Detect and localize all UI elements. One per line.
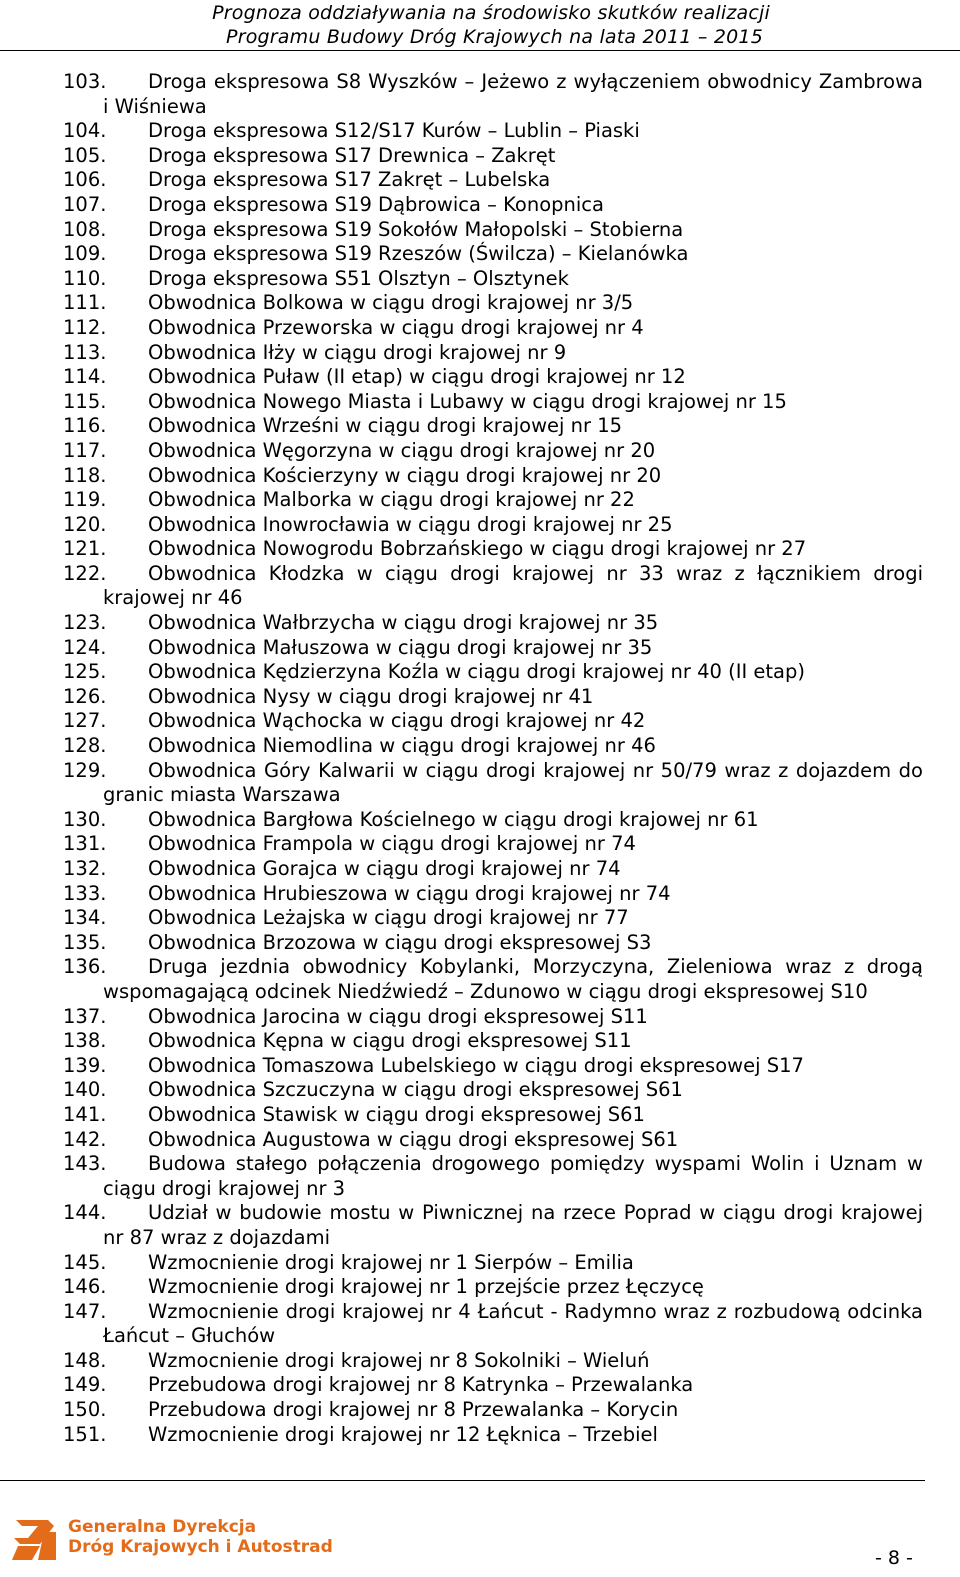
list-item-text: Obwodnica Szczuczyna w ciągu drogi ekspresowej S61 xyxy=(148,1078,683,1102)
list-item-text: Obwodnica Kłodzka w ciągu drogi krajowej nr 33 wraz z łącznikiem drogi krajowej nr 46 xyxy=(103,561,923,610)
list-item-text: Obwodnica Małuszowa w ciągu drogi krajowej nr 35 xyxy=(148,635,653,659)
list-item xyxy=(63,242,923,267)
list-item xyxy=(63,882,923,907)
list-item-text: Droga ekspresowa S19 Sokołów Małopolski – Stobierna xyxy=(148,217,684,241)
list-item-text: Obwodnica Niemodlina w ciągu drogi krajowej nr 46 xyxy=(148,734,656,758)
list-item-text: Obwodnica Wąchocka w ciągu drogi krajowej nr 42 xyxy=(148,709,646,733)
list-item xyxy=(63,1373,923,1398)
list-item xyxy=(63,1054,923,1079)
list-item xyxy=(63,1423,923,1448)
list-item xyxy=(63,537,923,562)
list-item-number: 127. xyxy=(63,709,107,733)
list-item-number: 145. xyxy=(63,1250,107,1274)
list-item xyxy=(63,611,923,636)
list-item-number: 136. xyxy=(63,955,107,979)
list-item-text: Obwodnica Wrześni w ciągu drogi krajowej nr 15 xyxy=(148,414,623,438)
list-item-text: Obwodnica Puław (II etap) w ciągu drogi krajowej nr 12 xyxy=(148,365,686,389)
list-item-number: 129. xyxy=(63,758,107,782)
logo-line-2: Dróg Krajowych i Autostrad xyxy=(68,1537,333,1557)
list-item-text: Obwodnica Przeworska w ciągu drogi krajowej nr 4 xyxy=(148,315,644,339)
list-item xyxy=(63,316,923,341)
list-item xyxy=(63,759,923,808)
list-item-number: 128. xyxy=(63,734,107,758)
list-item-number: 142. xyxy=(63,1127,107,1151)
list-item xyxy=(63,464,923,489)
list-item-text: Obwodnica Hrubieszowa w ciągu drogi krajowej nr 74 xyxy=(148,881,671,905)
list-item-number: 151. xyxy=(63,1422,107,1446)
list-item xyxy=(63,832,923,857)
list-item-text: Obwodnica Góry Kalwarii w ciągu drogi krajowej nr 50/79 wraz z dojazdem do granic miasta Warszawa xyxy=(103,758,923,807)
list-item-number: 126. xyxy=(63,684,107,708)
list-item xyxy=(63,1128,923,1153)
project-list xyxy=(63,70,923,1447)
gddkia-logo xyxy=(10,1512,333,1567)
list-item xyxy=(63,1201,923,1250)
list-item-text: Wzmocnienie drogi krajowej nr 12 Łęknica – Trzebiel xyxy=(148,1422,658,1446)
list-item-number: 143. xyxy=(63,1152,107,1176)
list-item-text: Obwodnica Węgorzyna w ciągu drogi krajowej nr 20 xyxy=(148,438,656,462)
list-item xyxy=(63,709,923,734)
list-item-number: 140. xyxy=(63,1078,107,1102)
list-item-number: 150. xyxy=(63,1398,107,1422)
list-item-number: 144. xyxy=(63,1201,107,1225)
list-item-text: Droga ekspresowa S12/S17 Kurów – Lublin – Piaski xyxy=(148,119,640,143)
list-item xyxy=(63,1078,923,1103)
list-item-number: 105. xyxy=(63,143,107,167)
list-item-number: 141. xyxy=(63,1102,107,1126)
list-item xyxy=(63,291,923,316)
list-item xyxy=(63,636,923,661)
list-item-number: 106. xyxy=(63,168,107,192)
list-item xyxy=(63,218,923,243)
list-item-text: Droga ekspresowa S51 Olsztyn – Olsztynek xyxy=(148,266,569,290)
gddkia-logo-icon xyxy=(10,1516,60,1562)
list-item xyxy=(63,70,923,119)
list-item-text: Udział w budowie mostu w Piwnicznej na rzece Poprad w ciągu drogi krajowej nr 87 wraz z dojazdami xyxy=(103,1201,923,1249)
list-item-number: 119. xyxy=(63,488,107,512)
list-item-number: 125. xyxy=(63,660,107,684)
list-item-number: 115. xyxy=(63,389,107,413)
footer-divider xyxy=(0,1480,925,1481)
list-item-text: Wzmocnienie drogi krajowej nr 4 Łańcut - Radymno wraz z rozbudową odcinka Łańcut – Głuchów xyxy=(103,1299,923,1348)
list-item-text: Obwodnica Frampola w ciągu drogi krajowej nr 74 xyxy=(148,832,636,856)
list-item-number: 131. xyxy=(63,832,107,856)
header-title-line-2: Programu Budowy Dróg Krajowych na lata 2011 – 2015 xyxy=(226,26,763,48)
list-item-number: 108. xyxy=(63,217,107,241)
list-item xyxy=(63,562,923,611)
list-item-number: 149. xyxy=(63,1373,107,1397)
list-item xyxy=(63,267,923,292)
list-item-number: 120. xyxy=(63,512,107,536)
list-item-text: Wzmocnienie drogi krajowej nr 1 przejście przez Łęczycę xyxy=(148,1275,704,1299)
list-item xyxy=(63,1349,923,1374)
list-item-text: Obwodnica Bargłowa Kościelnego w ciągu drogi krajowej nr 61 xyxy=(148,807,759,831)
list-item xyxy=(63,390,923,415)
list-item-text: Przebudowa drogi krajowej nr 8 Katrynka – Przewalanka xyxy=(148,1373,694,1397)
list-item-number: 146. xyxy=(63,1275,107,1299)
list-item-text: Obwodnica Iłży w ciągu drogi krajowej nr 9 xyxy=(148,340,567,364)
list-item-text: Obwodnica Nowogrodu Bobrzańskiego w ciągu drogi krajowej nr 27 xyxy=(148,537,807,561)
list-item-number: 117. xyxy=(63,438,107,462)
list-item-number: 114. xyxy=(63,365,107,389)
list-item-number: 132. xyxy=(63,857,107,880)
list-item-text: Obwodnica Bolkowa w ciągu drogi krajowej nr 3/5 xyxy=(148,291,634,315)
list-item-text: Droga ekspresowa S17 Drewnica – Zakręt xyxy=(148,143,556,167)
list-item-text: Obwodnica Nowego Miasta i Lubawy w ciągu drogi krajowej nr 15 xyxy=(148,389,787,413)
list-item-number: 104. xyxy=(63,119,107,143)
list-item xyxy=(63,365,923,390)
page-header xyxy=(0,0,960,51)
list-item-number: 139. xyxy=(63,1053,107,1077)
list-item-number: 148. xyxy=(63,1348,107,1372)
list-item-text: Obwodnica Kościerzyny w ciągu drogi krajowej nr 20 xyxy=(148,463,662,487)
list-item-number: 135. xyxy=(63,930,107,954)
list-item-text: Droga ekspresowa S8 Wyszków – Jeżewo z wyłączeniem obwodnicy Zambrowa i Wiśniewa xyxy=(103,70,923,118)
list-item xyxy=(63,1398,923,1423)
list-item-text: Obwodnica Nysy w ciągu drogi krajowej nr 41 xyxy=(148,684,594,708)
list-item xyxy=(63,931,923,956)
list-item xyxy=(63,341,923,366)
list-item-number: 112. xyxy=(63,315,107,339)
list-item xyxy=(63,660,923,685)
list-item-number: 109. xyxy=(63,242,107,266)
list-item-number: 137. xyxy=(63,1004,107,1028)
list-item-number: 130. xyxy=(63,807,107,831)
list-item xyxy=(63,906,923,931)
list-item-text: Obwodnica Leżajska w ciągu drogi krajowej nr 77 xyxy=(148,906,629,930)
list-item-number: 133. xyxy=(63,881,107,905)
list-item-text: Droga ekspresowa S19 Rzeszów (Świlcza) – Kielanówka xyxy=(148,242,689,266)
list-item xyxy=(63,1251,923,1276)
list-item-number: 110. xyxy=(63,266,107,290)
list-item-number: 122. xyxy=(63,561,107,585)
list-item-text: Budowa stałego połączenia drogowego pomiędzy wyspami Wolin i Uznam w ciągu drogi krajowej nr 3 xyxy=(103,1152,923,1200)
list-item xyxy=(63,193,923,218)
list-item-text: Droga ekspresowa S17 Zakręt – Lubelska xyxy=(148,168,551,192)
list-item xyxy=(63,488,923,513)
list-item xyxy=(63,955,923,1004)
list-item-text: Obwodnica Jarocina w ciągu drogi ekspresowej S11 xyxy=(148,1004,648,1028)
list-item-text: Obwodnica Gorajca w ciągu drogi krajowej nr 74 xyxy=(148,857,621,880)
list-item-text: Obwodnica Kędzierzyna Koźla w ciągu drogi krajowej nr 40 (II etap) xyxy=(148,660,805,684)
list-item xyxy=(63,144,923,169)
list-item-number: 118. xyxy=(63,463,107,487)
list-item-text: Obwodnica Tomaszowa Lubelskiego w ciągu drogi ekspresowej S17 xyxy=(148,1053,804,1077)
list-item-text: Obwodnica Stawisk w ciągu drogi ekspresowej S61 xyxy=(148,1102,645,1126)
list-item xyxy=(63,1005,923,1030)
list-item xyxy=(63,119,923,144)
list-item-text: Obwodnica Malborka w ciągu drogi krajowej nr 22 xyxy=(148,488,635,512)
header-title-line-1: Prognoza oddziaływania na środowisko skutków realizacji xyxy=(212,2,770,24)
list-item-text: Obwodnica Augustowa w ciągu drogi ekspresowej S61 xyxy=(148,1127,679,1151)
gddkia-logo-text xyxy=(68,1517,333,1557)
list-item xyxy=(63,808,923,833)
list-item-text: Wzmocnienie drogi krajowej nr 8 Sokolniki – Wieluń xyxy=(148,1348,650,1372)
list-item xyxy=(63,734,923,759)
list-item-text: Obwodnica Inowrocławia w ciągu drogi krajowej nr 25 xyxy=(148,512,673,536)
list-item-number: 116. xyxy=(63,414,107,438)
list-item-number: 134. xyxy=(63,906,107,930)
list-item-number: 124. xyxy=(63,635,107,659)
list-item-number: 123. xyxy=(63,611,107,635)
list-item-text: Droga ekspresowa S19 Dąbrowica – Konopnica xyxy=(148,192,604,216)
list-item xyxy=(63,414,923,439)
list-item-number: 111. xyxy=(63,291,107,315)
list-item-number: 107. xyxy=(63,192,107,216)
list-item-text: Obwodnica Wałbrzycha w ciągu drogi krajowej nr 35 xyxy=(148,611,659,635)
list-item xyxy=(63,513,923,538)
list-item xyxy=(63,1029,923,1054)
list-item-number: 121. xyxy=(63,537,107,561)
list-item xyxy=(63,1275,923,1300)
list-item-text: Przebudowa drogi krajowej nr 8 Przewalanka – Korycin xyxy=(148,1398,679,1422)
list-item xyxy=(63,1152,923,1201)
logo-line-1: Generalna Dyrekcja xyxy=(68,1517,257,1537)
list-item xyxy=(63,857,923,882)
list-item-text: Druga jezdnia obwodnicy Kobylanki, Morzyczyna, Zieleniowa wraz z drogą wspomagającą odcinek Niedźwiedź – Zdunowo w ciągu drogi ekspresowej S10 xyxy=(103,955,923,1003)
list-item-number: 103. xyxy=(63,70,107,93)
list-item-text: Obwodnica Brzozowa w ciągu drogi ekspresowej S3 xyxy=(148,930,652,954)
list-item-number: 147. xyxy=(63,1299,107,1323)
list-item-text: Wzmocnienie drogi krajowej nr 1 Sierpów – Emilia xyxy=(148,1250,634,1274)
list-item-text: Obwodnica Kępna w ciągu drogi ekspresowej S11 xyxy=(148,1029,632,1053)
list-item-number: 113. xyxy=(63,340,107,364)
list-item xyxy=(63,1300,923,1349)
list-item xyxy=(63,685,923,710)
list-item xyxy=(63,168,923,193)
page-number: - 8 - xyxy=(875,1547,913,1569)
list-item-number: 138. xyxy=(63,1029,107,1053)
list-item xyxy=(63,1103,923,1128)
list-item xyxy=(63,439,923,464)
